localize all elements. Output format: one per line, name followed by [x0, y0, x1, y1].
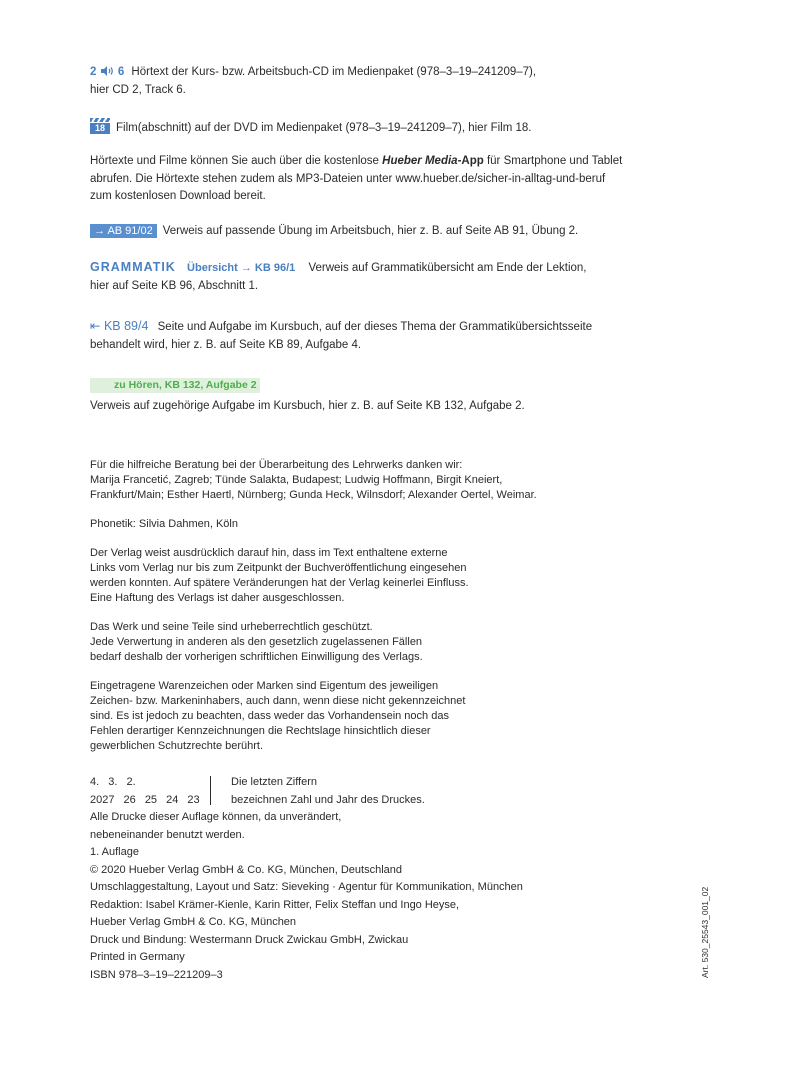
kb-ref: ⇤ KB 89/4 [90, 319, 149, 333]
design-credit: Umschlaggestaltung, Layout und Satz: Sieveking · Agentur für Kommunikation, München [90, 881, 523, 893]
ab-desc: Verweis auf passende Übung im Arbeitsbuch, hier z. B. auf Seite AB 91, Übung 2. [162, 225, 579, 237]
trademark-notice: Eingetragene Warenzeichen oder Marken sind Eigentum des jeweiligen Zeichen- bzw. Markeninhabers, auch dann, wenn diese nicht gekennzeichnet sind. Es ist jedoch zu beachten, dass weder das Vorhandensein noch das Fehlen derartiger Kennzeichnungen die Rechtslage hinsichtlich dieser gewerblichen Schutzrechte berührt. [90, 680, 466, 752]
grammatik-desc: Verweis auf Grammatikübersicht am Ende der Lektion, [308, 262, 587, 274]
legend-audio [90, 64, 730, 99]
print-digits: 4. 3. 2. 2027 26 25 24 23 Die letzten Ziffern bezeichnen Zahl und Jahr des Druckes. [90, 776, 425, 806]
legend-ab [90, 223, 730, 241]
print-info [90, 774, 710, 984]
copyright-line: © 2020 Hueber Verlag GmbH & Co. KG, München, Deutschland [90, 863, 402, 876]
isbn: ISBN 978–3–19–221209–3 [90, 968, 223, 981]
hoeren-label: zu Hören, KB 132, Aufgabe 2 [90, 378, 260, 393]
hoeren-desc: Verweis auf zugehörige Aufgabe im Kursbuch, hier z. B. auf Seite KB 132, Aufgabe 2. [90, 400, 525, 412]
audio-desc: Hörtext der Kurs- bzw. Arbeitsbuch-CD im Medienpaket (978–3–19–241209–7), [131, 66, 537, 78]
legend-film [90, 118, 730, 138]
printing-credit: Druck und Bindung: Westermann Druck Zwickau GmbH, Zwickau [90, 933, 409, 946]
grammatik-heading: GRAMMATIK [90, 260, 176, 274]
grammatik-ref: Übersicht → KB 96/1 [187, 262, 296, 274]
legend-kb: ⇤ KB 89/4 Seite und Aufgabe im Kursbuch, auf der dieses Thema der Grammatikübersichtsseite behandelt wird, hier z. B. auf Seite KB 89, Aufgabe 4. [90, 319, 593, 351]
kb-desc: Seite und Aufgabe im Kursbuch, auf der dieses Thema der Grammatikübersichtsseite [157, 321, 593, 333]
print-line: Alle Drucke dieser Auflage können, da unverändert, [90, 811, 342, 823]
ab-badge: → AB 91/02 [90, 224, 157, 238]
article-number: Art. 530_25543_001_02 [700, 886, 710, 978]
audio-desc-line2: hier CD 2, Track 6. [90, 83, 186, 96]
media-app-note: Hörtexte und Filme können Sie auch über die kostenlose Hueber Media-App für Smartphone und Tablet abrufen. Die Hörtexte stehen zudem als MP3-Dateien unter www.hueber.de/sicher-in-alltag-und-beruf zum kostenlosen Download bereit. [90, 155, 623, 202]
printed-in: Printed in Germany [90, 951, 185, 963]
imprint [90, 458, 710, 768]
film-desc: Film(abschnitt) auf der DVD im Medienpaket (978–3–19–241209–7), hier Film 18. [116, 122, 532, 134]
publisher-line: Hueber Verlag GmbH & Co. KG, München [90, 916, 297, 928]
audio-reference: 2 6 [90, 66, 125, 78]
edition-line: 1. Auflage [90, 846, 139, 858]
editorial-credit: Redaktion: Isabel Krämer-Kienle, Karin Ritter, Felix Steffan und Ingo Heyse, [90, 898, 460, 911]
thanks-paragraph: Für die hilfreiche Beratung bei der Überarbeitung des Lehrwerks danken wir: Marija Francetić, Zagreb; Tünde Salakta, Budapest; Ludwig Hoffmann, Birgit Kneiert, Frankfurt/Main; Esther Haertl, Nürnberg; Gunda Heck, Wilnsdorf; Alexander Oertel, Weimar. [90, 459, 537, 501]
print-line: nebeneinander benutzt werden. [90, 828, 245, 841]
links-disclaimer: Der Verlag weist ausdrücklich darauf hin, dass im Text enthaltene externe Links vom Verlag nur bis zum Zeitpunkt der Buchveröffentlichung eingesehen werden konnten. Auf spätere Veränderungen hat der Verlag keinerlei Einfluss. Eine Haftung des Verlags ist daher ausgeschlossen. [90, 547, 469, 604]
legend-grammatik: GRAMMATIK Übersicht → KB 96/1 Verweis auf Grammatikübersicht am Ende der Lektion, hier auf Seite KB 96, Abschnitt 1. [90, 260, 587, 292]
clapperboard-icon: 18 [90, 118, 110, 134]
speaker-icon [101, 66, 114, 76]
copyright-notice: Das Werk und seine Teile sind urheberrechtlich geschützt. Jede Verwertung in anderen als den gesetzlich zugelassenen Fällen bedarf deshalb der vorherigen schriftlichen Einwilligung des Verlags. [90, 621, 423, 663]
phonetik-line: Phonetik: Silvia Dahmen, Köln [90, 518, 238, 530]
divider [210, 776, 211, 805]
